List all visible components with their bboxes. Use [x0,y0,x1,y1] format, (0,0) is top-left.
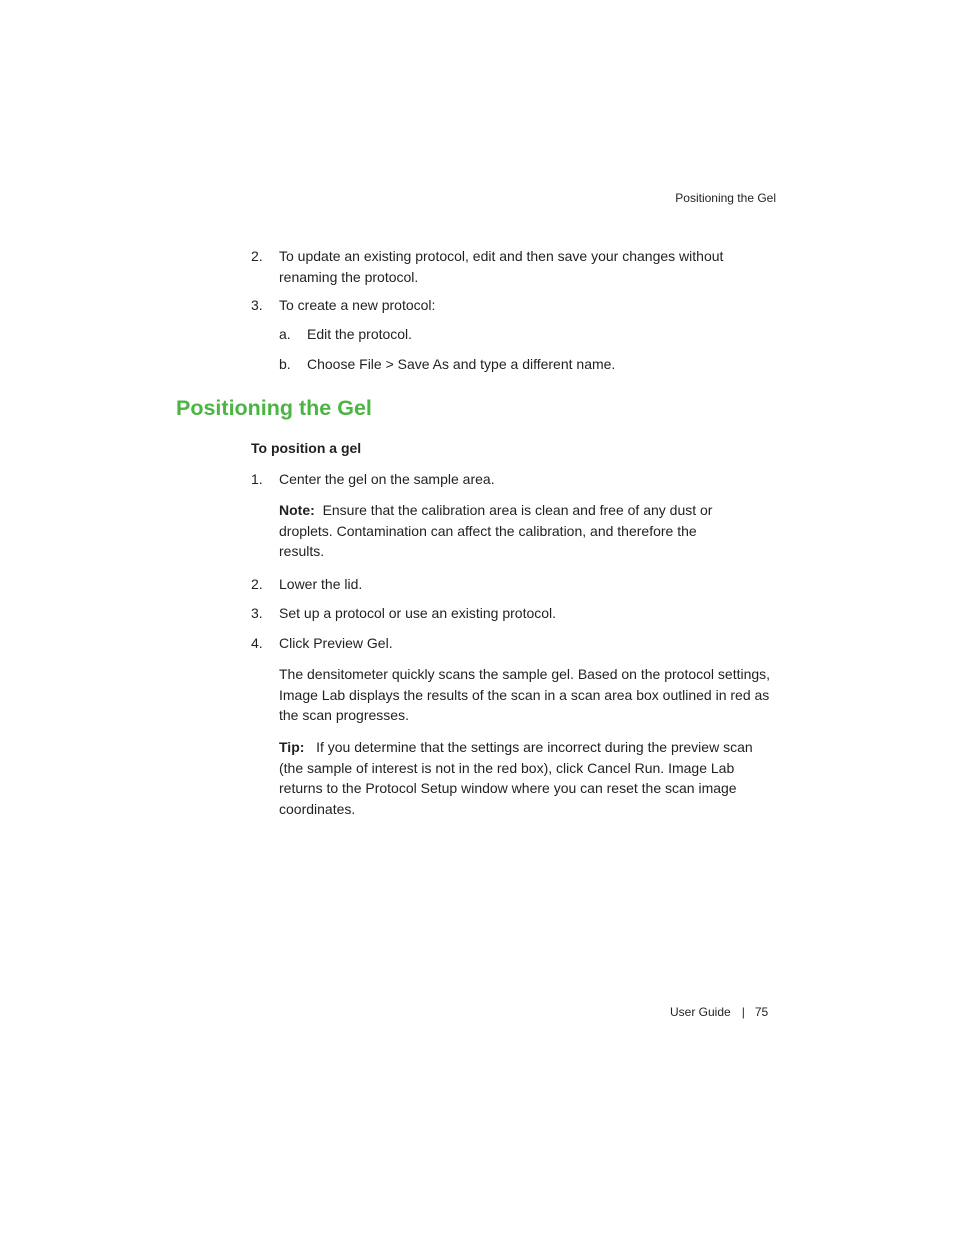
substep-label: b. [279,356,291,372]
substep-label: a. [279,326,291,342]
step-number: 3. [251,605,263,621]
step-text: Lower the lid. [279,576,363,592]
substep-text: Choose File > Save As and type a different name. [307,356,616,372]
step-number: 2. [251,576,263,592]
procedure-heading: To position a gel [251,440,362,456]
step-text: To create a new protocol: [279,297,436,313]
step-text: Click Preview Gel. [279,635,393,651]
substep-text: Edit the protocol. [307,326,413,342]
page-footer [670,1005,768,1019]
note-block [279,500,724,562]
footer-guide-label: User Guide [670,1005,731,1019]
tip-block [279,737,754,819]
step-number: 3. [251,297,263,313]
note-label: Note: [279,502,315,518]
running-header: Positioning the Gel [675,191,776,205]
step-text: Set up a protocol or use an existing protocol. [279,605,557,621]
step-text: To update an existing protocol, edit and then save your changes without renaming the protocol. [279,248,724,285]
tip-text: If you determine that the settings are incorrect during the preview scan (the sample of interest is not in the red box), click Cancel Run. Image Lab returns to the Protocol Setup window where you can reset the scan image coordinates. [279,739,753,817]
tip-label: Tip: [279,739,305,755]
scan-description: The densitometer quickly scans the sample gel. Based on the protocol settings, Image Lab displays the results of the scan in a scan area box outlined in red as the scan progresses. [279,666,771,723]
note-text: Ensure that the calibration area is clean and free of any dust or droplets. Contamination can affect the calibration, and therefore the results. [279,502,713,559]
step-number: 1. [251,471,263,487]
step-number: 4. [251,635,263,651]
footer-separator: | [741,1005,745,1019]
section-title: Positioning the Gel [176,396,372,420]
page-number: 75 [754,1005,769,1019]
step-number: 2. [251,248,263,264]
step-text: Center the gel on the sample area. [279,471,495,487]
